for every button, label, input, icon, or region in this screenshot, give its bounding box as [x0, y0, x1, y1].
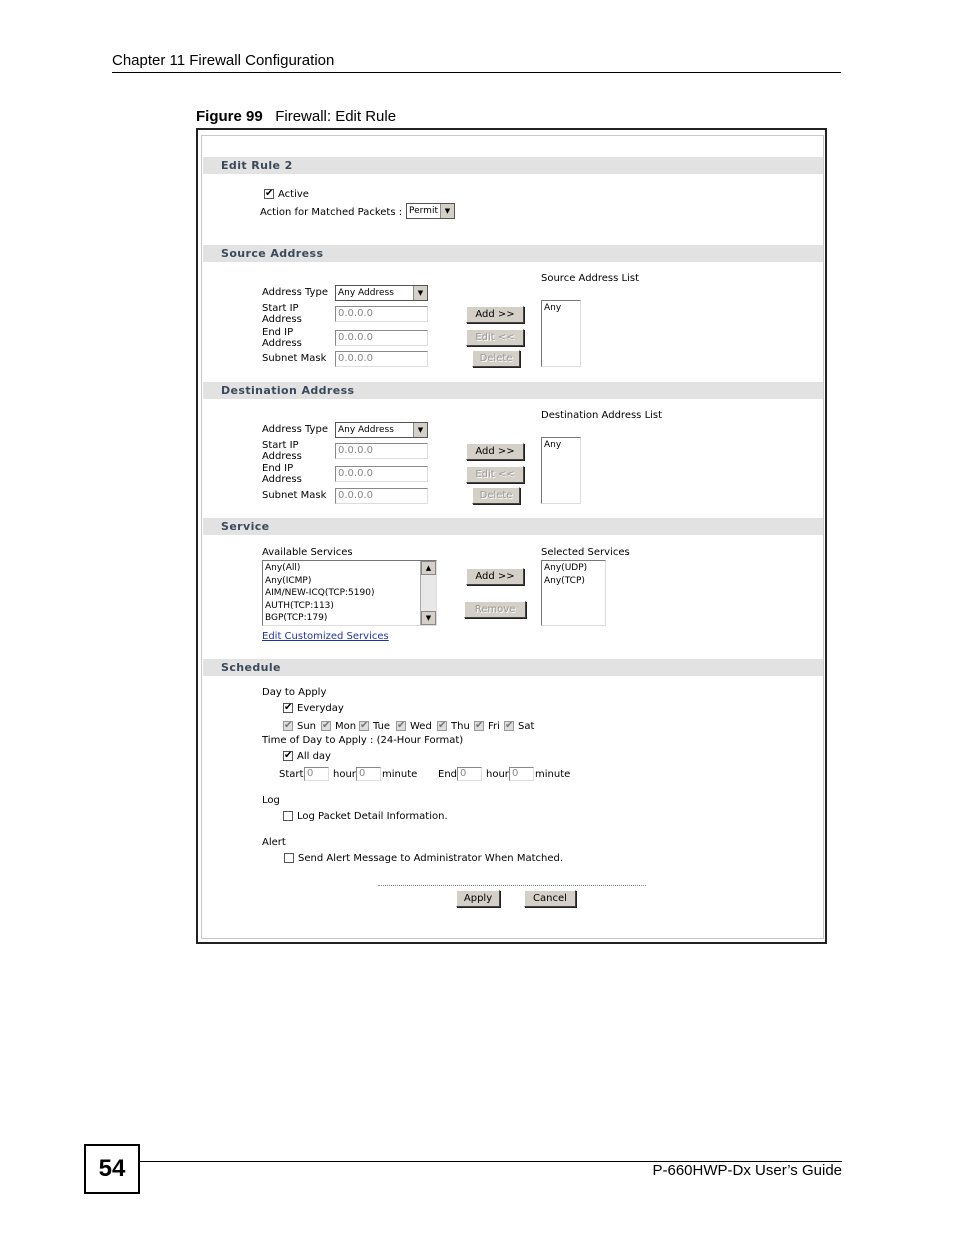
source-section-header	[203, 245, 823, 262]
tue-checkbox[interactable]: ✔	[360, 720, 369, 731]
fri-checkbox[interactable]: ✔	[475, 720, 484, 731]
chevron-down-icon: ▼	[440, 204, 454, 218]
allday-checkbox[interactable]: ✔	[284, 750, 293, 761]
list-item[interactable]: Any(UDP)	[544, 563, 588, 573]
destination-end-ip-input[interactable]: 0.0.0.0	[335, 466, 428, 482]
action-select-value: Permit	[409, 206, 438, 216]
schedule-section-header	[203, 659, 823, 676]
destination-address-list[interactable]	[541, 437, 581, 504]
list-item[interactable]: Any	[544, 440, 562, 450]
list-item[interactable]: Any(ICMP)	[265, 575, 312, 586]
selected-services-label: Selected Services	[541, 547, 630, 558]
cancel-button[interactable]: Cancel	[524, 890, 576, 907]
scroll-up-icon[interactable]: ▲	[421, 561, 436, 575]
apply-button[interactable]: Apply	[456, 890, 500, 907]
chevron-down-icon: ▼	[413, 286, 427, 300]
destination-address-type-label: Address Type	[262, 424, 328, 435]
start-hour-input[interactable]: 0	[304, 767, 329, 781]
chevron-down-icon: ▼	[413, 423, 427, 437]
service-add-button[interactable]: Add >>	[466, 568, 524, 585]
service-title: Service	[221, 520, 270, 533]
selected-services-list[interactable]	[541, 560, 606, 626]
list-item[interactable]: Any	[544, 303, 562, 313]
day-label-sat: Sat	[518, 721, 535, 732]
day-label-tue: Tue	[373, 721, 391, 732]
source-end-ip-input[interactable]: 0.0.0.0	[335, 330, 428, 346]
everyday-label: Everyday	[297, 703, 344, 714]
destination-start-ip-label: Start IP	[262, 440, 299, 451]
action-select[interactable]	[406, 203, 455, 219]
alert-option-label: Send Alert Message to Administrator When Matched.	[298, 853, 564, 864]
edit-rule-section-header	[203, 157, 823, 174]
end-hour-input[interactable]: 0	[457, 767, 482, 781]
day-label-thu: Thu	[451, 721, 470, 732]
figure-caption	[196, 108, 396, 125]
source-subnet-input[interactable]: 0.0.0.0	[335, 351, 428, 367]
header-rule	[112, 72, 841, 73]
list-item[interactable]: AUTH(TCP:113)	[265, 600, 334, 611]
schedule-title: Schedule	[221, 661, 281, 674]
available-services-label: Available Services	[262, 547, 353, 558]
list-item[interactable]: Any(All)	[265, 563, 301, 573]
allday-label: All day	[297, 751, 331, 762]
active-label: Active	[278, 189, 309, 200]
destination-start-ip-input[interactable]: 0.0.0.0	[335, 443, 428, 459]
destination-section-header	[203, 382, 823, 399]
action-label: Action for Matched Packets :	[260, 207, 403, 218]
start-hour-label: hour	[333, 769, 356, 780]
destination-edit-button[interactable]: Edit <<	[466, 466, 524, 483]
wed-checkbox[interactable]: ✔	[397, 720, 406, 731]
log-label: Log	[262, 795, 280, 806]
end-minute-label: minute	[535, 769, 571, 780]
scrollbar[interactable]	[420, 561, 436, 625]
start-minute-label: minute	[382, 769, 418, 780]
destination-list-label: Destination Address List	[541, 410, 663, 421]
destination-start-ip-label-2: Address	[262, 451, 302, 462]
chapter-header: Chapter 11 Firewall Configuration	[112, 52, 335, 69]
figure-label: Figure 99	[196, 108, 263, 125]
alert-checkbox[interactable]	[284, 853, 294, 863]
source-address-type-label: Address Type	[262, 287, 328, 298]
log-option-label: Log Packet Detail Information.	[297, 811, 448, 822]
alert-label: Alert	[262, 837, 286, 848]
source-edit-button[interactable]: Edit <<	[466, 329, 524, 346]
figure-title: Firewall: Edit Rule	[275, 108, 397, 125]
edit-rule-title: Edit Rule 2	[221, 159, 293, 172]
scroll-down-icon[interactable]: ▼	[421, 611, 436, 625]
edit-customized-services-link[interactable]: Edit Customized Services	[262, 631, 389, 642]
destination-add-button[interactable]: Add >>	[466, 443, 524, 460]
source-add-button[interactable]: Add >>	[466, 306, 524, 323]
source-address-list[interactable]	[541, 300, 581, 367]
active-checkbox[interactable]: ✔	[265, 188, 274, 199]
time-of-day-label: Time of Day to Apply : (24-Hour Format)	[262, 735, 464, 746]
source-start-ip-label: Start IP	[262, 303, 299, 314]
destination-end-ip-label: End IP	[262, 463, 294, 474]
day-label-wed: Wed	[410, 721, 432, 732]
available-services-list[interactable]	[262, 560, 437, 626]
destination-subnet-label: Subnet Mask	[262, 490, 327, 501]
day-label-fri: Fri	[488, 721, 500, 732]
start-minute-input[interactable]: 0	[356, 767, 381, 781]
service-remove-button[interactable]: Remove	[464, 601, 526, 618]
source-delete-button[interactable]: Delete	[472, 350, 520, 367]
destination-address-type-select[interactable]	[335, 422, 428, 438]
service-section-header	[203, 518, 823, 535]
dotted-divider	[378, 885, 646, 886]
list-item[interactable]: BGP(TCP:179)	[265, 613, 328, 623]
end-hour-label: hour	[486, 769, 509, 780]
start-label: Start	[279, 769, 304, 780]
list-item[interactable]: Any(TCP)	[544, 575, 585, 586]
day-to-apply-label: Day to Apply	[262, 687, 327, 698]
page-number: 54	[84, 1144, 140, 1194]
destination-subnet-input[interactable]: 0.0.0.0	[335, 488, 428, 504]
day-label-sun: Sun	[297, 721, 317, 732]
guide-title: P-660HWP-Dx User’s Guide	[652, 1162, 842, 1179]
sat-checkbox[interactable]: ✔	[505, 720, 514, 731]
log-checkbox[interactable]	[283, 811, 293, 821]
source-list-label: Source Address List	[541, 273, 640, 284]
everyday-checkbox[interactable]: ✔	[284, 702, 293, 713]
day-label-mon: Mon	[335, 721, 357, 732]
source-end-ip-label-2: Address	[262, 338, 302, 349]
destination-address-type-value: Any Address	[338, 425, 394, 435]
source-address-type-value: Any Address	[338, 288, 394, 298]
source-title: Source Address	[221, 247, 324, 260]
source-address-type-select[interactable]	[335, 285, 428, 301]
source-subnet-label: Subnet Mask	[262, 353, 327, 364]
mon-checkbox[interactable]: ✔	[322, 720, 331, 731]
source-end-ip-label: End IP	[262, 327, 294, 338]
sun-checkbox[interactable]: ✔	[284, 720, 293, 731]
end-label: End	[438, 769, 458, 780]
thu-checkbox[interactable]: ✔	[438, 720, 447, 731]
source-start-ip-input[interactable]: 0.0.0.0	[335, 306, 428, 322]
destination-title: Destination Address	[221, 384, 355, 397]
destination-delete-button[interactable]: Delete	[472, 487, 520, 504]
list-item[interactable]: AIM/NEW-ICQ(TCP:5190)	[265, 588, 375, 598]
end-minute-input[interactable]: 0	[509, 767, 534, 781]
source-start-ip-label-2: Address	[262, 314, 302, 325]
destination-end-ip-label-2: Address	[262, 474, 302, 485]
